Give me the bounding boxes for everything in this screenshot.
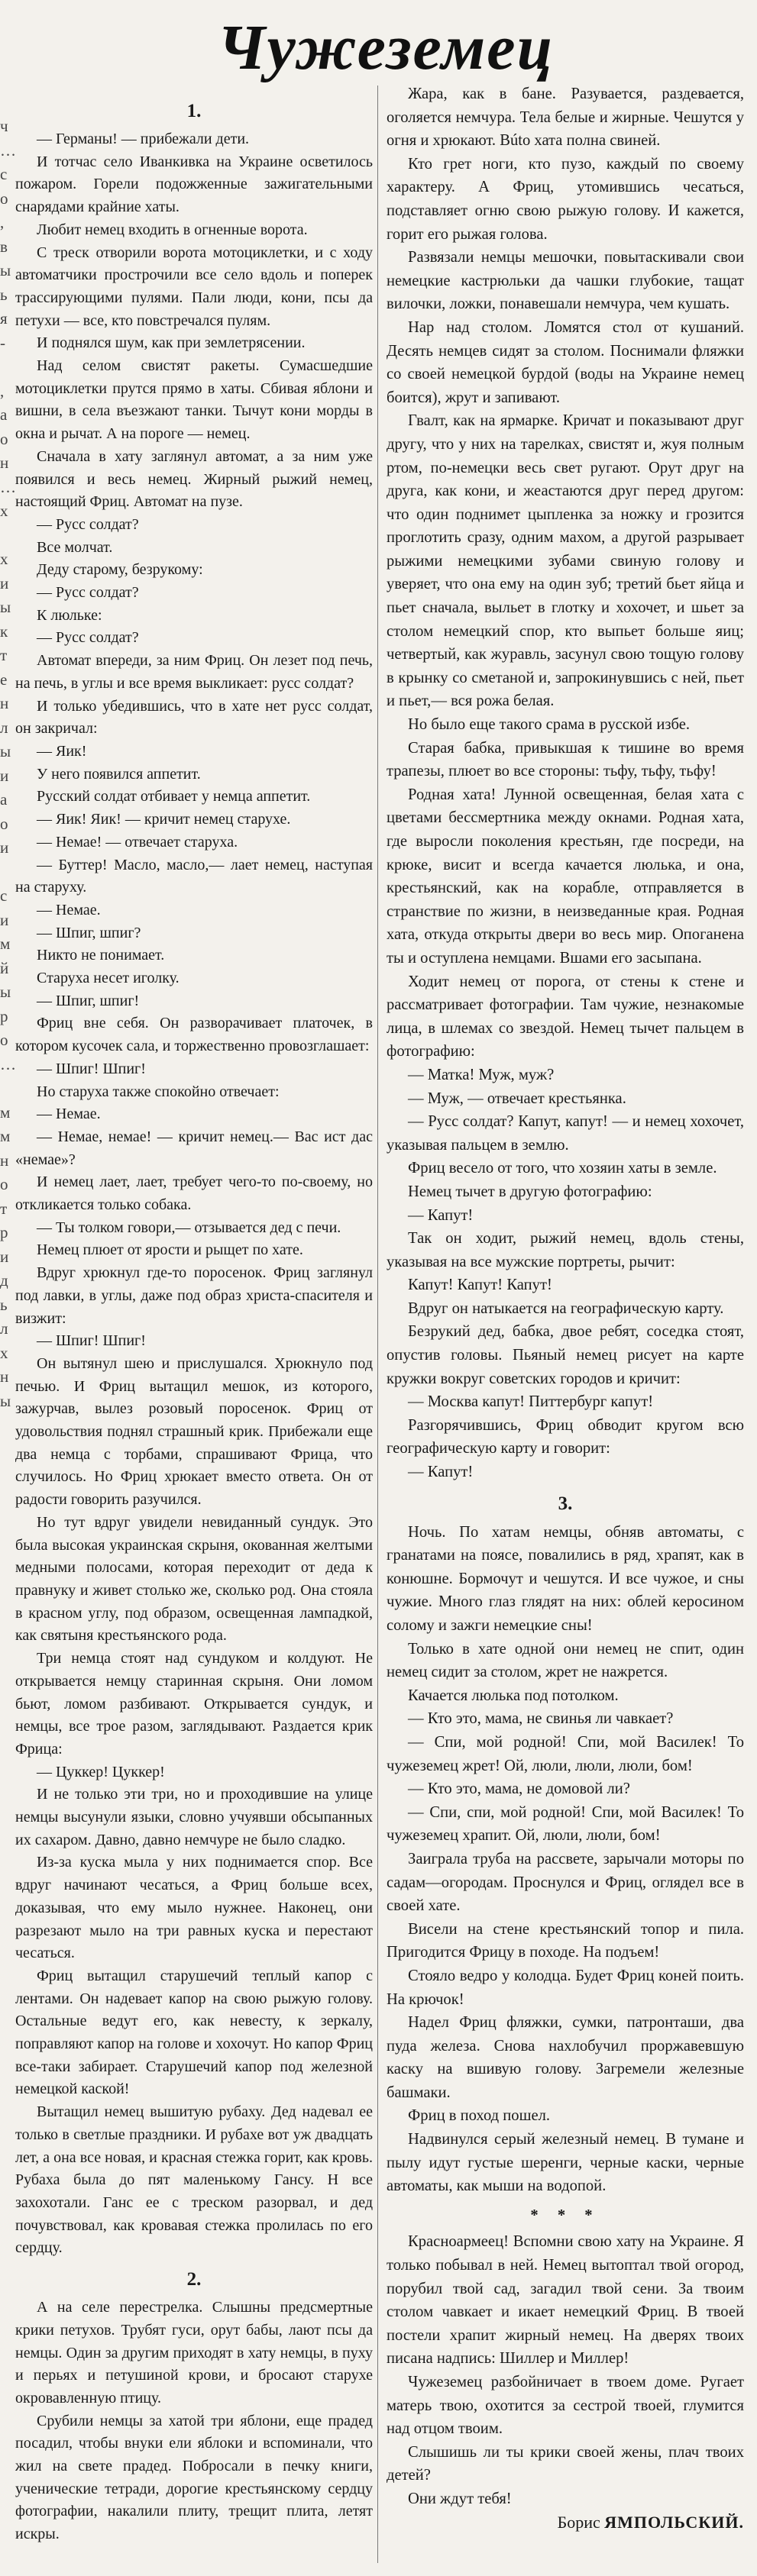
paragraph: Так он ходит, рыжий немец, вдоль стены, указывая на все мужские портреты, рычит: bbox=[387, 1230, 744, 1270]
paragraph: — Буттер! Масло, масло,— лает немец, наступая на старуху. bbox=[15, 856, 373, 896]
paragraph: Но старуха также спокойно отвечает: bbox=[37, 1083, 280, 1100]
paragraph: — Цуккер! Цуккер! bbox=[37, 1763, 165, 1780]
paragraph: — Кто это, мама, не свинья ли чавкает? bbox=[408, 1710, 674, 1728]
paragraph: Автомат впереди, за ним Фриц. Он лезет под печь, на печь, в углы и все время выкликает: русс солдат? bbox=[15, 652, 373, 692]
paragraph: Старая бабка, привыкшая к тишине во время трапезы, плюет во все стороны: тьфу, тьфу, тьфу! bbox=[387, 739, 744, 780]
paragraph: Никто не понимает. bbox=[37, 947, 165, 964]
paragraph: — Москва капут! Питтербург капут! bbox=[408, 1393, 654, 1411]
paragraph: Капут! Капут! Капут! bbox=[408, 1277, 552, 1294]
paragraph: С треск отворили ворота мотоциклетки, и с ходу автоматчики прострочили все село вдоль и поперек трассирующими пулями. Пали люди, кони, псы да петухи — все, кто повстречался пулям. bbox=[15, 244, 373, 329]
paragraph: Нар над столом. Ломятся стол от кушаний. Десять немцев сидят за столом. Поснимали фляжки со своей немецкой бурдой (воды на Украине немец боится), жрут и запивают. bbox=[387, 318, 744, 406]
paragraph: Надвинулся серый железный немец. В тумане и пылу идут густые шеренги, черные каски, черные автоматы, как мыши на водопой. bbox=[387, 2131, 744, 2195]
paragraph: Все молчат. bbox=[37, 538, 113, 556]
paragraph: — Ты толком говори,— отзывается дед с печи. bbox=[37, 1219, 341, 1236]
paragraph: Из-за куска мыла у них поднимается спор. Все вдруг начинают чесаться, а Фриц больше всех, доказывая, что ему мыло нужнее. Наконец, они разрезают мыло на три равных куска и перестают чесаться. bbox=[15, 1854, 373, 1962]
paragraph: Фриц весело от того, что хозяин хаты в земле. bbox=[408, 1160, 717, 1177]
paragraph: Вдруг он натыкается на географическую карту. bbox=[408, 1299, 724, 1317]
paragraph: Но было еще такого срама в русской избе. bbox=[408, 716, 690, 734]
section-1-body bbox=[15, 128, 373, 2260]
paragraph: Жара, как в бане. Разувается, раздевается, оголяется немчура. Тела белые и жирные. Чешутся у огня и хрюкают. Búto хата полна свиней. bbox=[387, 86, 744, 150]
paragraph: Сначала в хату заглянул автомат, а за ним уже появился и весь немец. Жирный рыжий немец, настоящий Фриц. Автомат на пузе. bbox=[15, 447, 373, 511]
paragraph: — Капут! bbox=[408, 1206, 474, 1224]
final-appeal-body bbox=[387, 2230, 744, 2510]
paragraph: Они ждут тебя! bbox=[408, 2490, 512, 2507]
paragraph: — Спи, мой родной! Спи, мой Василек! То чужеземец жрет! Ой, люли, люли, люли, бом! bbox=[387, 1733, 744, 1774]
paragraph: Вдруг хрюкнул где-то поросенок. Фриц заглянул под лавки, в углы, даже под образ христа-спасителя и визжит: bbox=[15, 1264, 373, 1327]
paragraph: И тотчас село Иванкивка на Украине осветилось пожаром. Горели подожженные зажигательными снарядами крайние хаты. bbox=[15, 153, 373, 216]
author-signature bbox=[387, 2511, 744, 2535]
paragraph: — Немае. bbox=[37, 901, 101, 918]
paragraph: Старуха несет иголку. bbox=[37, 970, 180, 987]
paragraph: Заиграла труба на рассвете, зарычали моторы по садам—огородам. Проснулся и Фриц, оглядел все в своей хате. bbox=[387, 1850, 744, 1915]
section-number-1: 1. bbox=[186, 101, 202, 121]
author-last-name: ЯМПОЛЬСКИЙ. bbox=[604, 2512, 744, 2532]
paragraph: Фриц вне себя. Он разворачивает платочек, в котором кусочек сала, и торжественно провозглашает: bbox=[15, 1015, 373, 1055]
paragraph: — Яик! bbox=[37, 742, 87, 760]
paragraph: Безрукий дед, бабка, двое ребят, соседка стоят, опустив головы. Пьяный немец рисует на карте кружки вокруг советских городов и кричит: bbox=[387, 1323, 744, 1387]
paragraph: Гвалт, как на ярмарке. Кричат и показывают друг другу, что у них на тарелках, свистят и, жуя полным ртом, по-немецки весь свет ругают. Орут друг на друга, как кони, и жеастаются друг перед другом: что один поднимет цыпленка за ножку и грозится проглотить сразу, одним махом, а другой разрывает рыжими немецкими зубами свиную голову и уверяет, что она ему на один зуб; третий бьет яйца и пьет сначала, выльет в глотку и хохочет, и шьет за столом немецкий спор, кто выпьет больше яиц; четвертый, как журавль, засунул свою тощую голову в крынку со сметаной и, запрокинувшись с ней, пьет и пьет,— вся рожа белая. bbox=[387, 412, 744, 710]
paragraph: И немец лает, лает, требует чего-то по-своему, но откликается только собака. bbox=[15, 1173, 373, 1214]
paragraph: Кто грет ноги, кто пузо, каждый по своему характеру. А Фриц, утомившись чесаться, подставляет огню свою рыжую голову. И кажется, горит его рыжая голова. bbox=[387, 155, 744, 243]
paragraph: — Шпиг, шпиг! bbox=[37, 992, 140, 1009]
paragraph: Только в хате одной они немец не спит, один немец сидит за столом, жрет не нажрется. bbox=[387, 1640, 744, 1681]
paragraph: Русский солдат отбивает у немца аппетит. bbox=[37, 788, 311, 805]
paragraph: Любит немец входить в огненные ворота. bbox=[37, 221, 308, 238]
section-separator-stars: * * * bbox=[530, 2206, 600, 2224]
paragraph: Но тут вдруг увидели невиданный сундук. Это была высокая украинская скрыня, окованная желтыми медными полосами, которая переходит от деда к правнуку и живет столько же, сколько род. Она стояла в красном углу, под образом, освещенная лампадкой, как святыня крестьянского рода. bbox=[15, 1513, 373, 1645]
paragraph: Над селом свистят ракеты. Сумасшедшие мотоциклетки прутся прямо в хаты. Сбивая яблони и вишни, в села въезжают танки. Тычут кони морды в окна и рычат. А на пороге — немец. bbox=[15, 357, 373, 443]
paragraph: Деду старому, безрукому: bbox=[37, 561, 203, 579]
paragraph: К люльке: bbox=[37, 606, 102, 624]
paragraph: У него появился аппетит. bbox=[37, 765, 201, 783]
paragraph: И не только эти три, но и проходившие на улице немцы высунули языки, словно учуявши обсыпанных их сахаром. Давно, давно немчуре не было сладко. bbox=[15, 1786, 373, 1848]
paragraph: Он вытянул шею и прислушался. Хрюкнуло под печью. И Фриц вытащил мешок, из которого, зажурчав, вылез розовый поросенок. Фриц от удовольствия поднял страшный крик. Прибежали еще два немца с торбами, спрашивают Фрица, что случилось. Но Фриц хрюкает вместо ответа. Он от радости говорить разучился. bbox=[15, 1354, 373, 1509]
paragraph: — Шпиг! Шпиг! bbox=[37, 1060, 146, 1077]
paragraph: Ночь. По хатам немцы, обняв автоматы, с гранатами на поясе, повалились в ряд, храпят, как в конюшне. Бормочут и чешутся. И все чужое, и сны чужие. Много глаз глядят на них: облей керосином солому и зажги немецкие сны! bbox=[387, 1523, 744, 1634]
paragraph: — Русс солдат? bbox=[37, 584, 139, 602]
right-column bbox=[387, 82, 744, 2534]
paragraph: Надел Фриц фляжки, сумки, патронташи, два пуда железа. Снова нахлобучил проржавевшую каску на вшивую голову. Загремели железные башмаки. bbox=[387, 2014, 744, 2101]
left-column bbox=[15, 92, 373, 2546]
paragraph: — Немае. bbox=[37, 1106, 101, 1123]
paragraph: — Шпиг! Шпиг! bbox=[37, 1332, 146, 1350]
section-2-continued-body bbox=[387, 82, 744, 1484]
paragraph: — Матка! Муж, муж? bbox=[408, 1066, 555, 1083]
paragraph: Вытащил немец вышитую рубаху. Дед надевал ее только в светлые праздники. И рубахе вот уж двадцать лет, а она все новая, и красная стежка горит, как кровь. Рубаха была до пят маленькому Гансу. Н все захохотали. Ганс ее с треском разорвал, и дед почувствовал, как кровавая стежка пролилась по его сердцу. bbox=[15, 2103, 373, 2257]
paragraph: — Русс солдат? Капут, капут! — и немец хохочет, указывая пальцем в землю. bbox=[387, 1113, 744, 1154]
paragraph: — Русс солдат? bbox=[37, 629, 139, 647]
paragraph: Стояло ведро у колодца. Будет Фриц коней поить. На крючок! bbox=[387, 1967, 744, 2008]
section-2-body bbox=[15, 2297, 373, 2546]
paragraph: Срубили немцы за хатой три яблони, еще прадед посадил, чтобы внуки ели яблоки и вспоминали, что жил на свете прадед. Побросали в печку книги, ученические тетради, дорогие крестьянскому сердцу фотографии, накалили плиту, трещит плита, летят искры. bbox=[15, 2412, 373, 2543]
paragraph: Разгорячившись, Фриц обводит кругом всю географическую карту и говорит: bbox=[387, 1416, 744, 1457]
paragraph: Ходит немец от порога, от стены к стене и рассматривает фотографии. Там чужие, незнакомые лица, в шлемах со звездой. Немец тычет пальцем в фотографию: bbox=[387, 973, 744, 1060]
paragraph: Три немца стоят над сундуком и колдуют. Не открывается немцу старинная скрыня. Они ломом бьют, ломом разбивают. Открывается сундук, и немцы, все трое разом, заглядывают. Раздается крик Фрица: bbox=[15, 1650, 373, 1758]
paragraph: Фриц вытащил старушечий теплый капор с лентами. Он надевает капор на свою рыжую голову. Остальные ведут его, как невесту, к зеркалу, поправляют капор на голове и хохочут. Но капор Фриц все-таки забирает. Старушечий капор под железной немецкой каской! bbox=[15, 1967, 373, 2098]
paragraph: Висели на стене крестьянский топор и пила. Пригодится Фрицу в походе. На подъем! bbox=[387, 1920, 744, 1961]
paragraph: Родная хата! Лунной освещенная, белая хата с цветами бессмертника между окнами. Родная хата, где выросли поколения крестьян, где посреди, на крюке, висит и всегда качается люлька, и она, крестьянский, как на корабле, отправляется в странствие по жизни, в неизведанные края. Родная хата, откуда открыты двери во весь мир. Опоганена ты и оступлена немцами. Вшами его засыпана. bbox=[387, 786, 744, 967]
paragraph: Красноармеец! Вспомни свою хату на Украине. Я только побывал в ней. Немец вытоптал твой огород, порубил твой сад, загадил твой сени. За твоим столом чавкает и икает немецкий Фриц. В твоей постели храпит жирный немец. На дверях твоих писана надпись: Шиллер и Миллер! bbox=[387, 2233, 744, 2368]
section-number-3: 3. bbox=[558, 1493, 573, 1514]
paragraph: — Кто это, мама, не домовой ли? bbox=[408, 1780, 630, 1798]
paragraph: И только убедившись, что в хате нет русс солдат, он закричал: bbox=[15, 697, 373, 738]
paragraph: — Яик! Яик! — кричит немец старухе. bbox=[37, 811, 291, 828]
cropped-neighbor-column: ч … с о , в ы ь я - , а о н … х х и ы к т е н л ы и а о и с и м й ы р о … м м н о т р и д ь л х н ы bbox=[0, 117, 16, 1410]
article-title: Чужеземец bbox=[217, 12, 555, 83]
paragraph: — Муж, — отвечает крестьянка. bbox=[408, 1089, 626, 1107]
paragraph: Качается люлька под потолком. bbox=[408, 1687, 619, 1704]
paragraph: Фриц в поход пошел. bbox=[408, 2107, 551, 2125]
paragraph: — Германы! — прибежали дети. bbox=[37, 131, 250, 147]
paragraph: — Русс солдат? bbox=[37, 515, 139, 533]
paragraph: А на селе перестрелка. Слышны предсмертные крики петухов. Трубят гуси, орут бабы, лают псы да немцы. Один за другим приходят в хату немцы, в пуху и перьях и петушиной крови, и бросают старухе окровавленную птицу. bbox=[15, 2299, 373, 2407]
column-divider bbox=[377, 86, 378, 2563]
paragraph: Слышишь ли ты крики своей жены, плач твоих детей? bbox=[387, 2443, 744, 2484]
paragraph: Немец плюет от ярости и рыщет по хате. bbox=[37, 1241, 303, 1259]
paragraph: — Шпиг, шпиг? bbox=[37, 924, 141, 941]
paragraph: Развязали немцы мешочки, повытаскивали свои немецкие кастрюльки да чашки глубокие, тащат вилочки, ложки, понавешали немчура, чем кушать. bbox=[387, 249, 744, 313]
paragraph: — Немае! — отвечает старуха. bbox=[37, 833, 238, 851]
section-3-body bbox=[387, 1521, 744, 2198]
paragraph: — Спи, спи, мой родной! Спи, мой Василек! То чужеземец храпит. Ой, люли, люли, бом! bbox=[387, 1803, 744, 1845]
paragraph: — Капут! bbox=[408, 1464, 474, 1481]
paragraph: И поднялся шум, как при землетрясении. bbox=[37, 334, 306, 352]
section-number-2: 2. bbox=[186, 2269, 202, 2290]
author-first-name: Борис bbox=[557, 2512, 600, 2532]
paragraph: — Немае, немае! — кричит немец.— Вас ист дас «немае»? bbox=[15, 1128, 373, 1168]
paragraph: Чужеземец разбойничает в твоем доме. Ругает матерь твою, охотится за сестрой твоей, глумится над отцом твоим. bbox=[387, 2374, 744, 2438]
paragraph: Немец тычет в другую фотографию: bbox=[408, 1183, 652, 1200]
